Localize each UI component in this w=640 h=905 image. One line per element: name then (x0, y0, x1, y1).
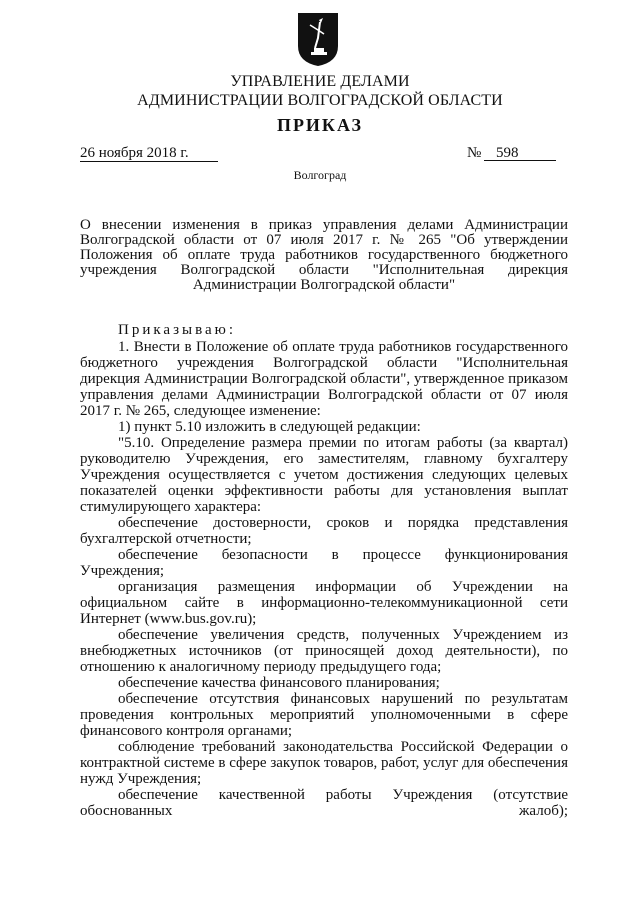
order-body (80, 339, 568, 819)
body-paragraph: обеспечение отсутствия финансовых нарушений по результатам проведения контрольных мероприятий уполномоченными в сфере финансового контроля органами; (80, 691, 568, 739)
body-paragraph: 1) пункт 5.10 изложить в следующей редакции: (118, 419, 421, 435)
body-paragraph: организация размещения информации об Учреждении на официальном сайте в информационно-телекоммуникационной сети Интернет (www.bus.gov.ru); (80, 579, 568, 627)
document-number: 598 (484, 145, 556, 161)
body-paragraph: "5.10. Определение размера премии по итогам работы (за квартал) руководителю Учреждения, его заместителям, главному бухгалтеру Учреждения осуществляется с учетом достижения следующих целевых показателей оценки эффективности работы для установления выплат стимулирующего характера: (80, 435, 568, 515)
subject-line: Администрации Волгоградской области" (192, 277, 456, 293)
body-paragraph: обеспечение увеличения средств, полученных Учреждением из внебюджетных источников (от приносящей доход деятельности), по отношению к аналогичному периоду предыдущего года; (80, 627, 568, 675)
subject-line: Волгоградской области от 07 июля 2017 г. № 265 "Об утверждении (80, 232, 568, 248)
body-paragraph: соблюдение требований законодательства Российской Федерации о контрактной системе в сфере закупок товаров, работ, услуг для обеспечения нужд Учреждения; (80, 739, 568, 787)
body-paragraph: 1. Внести в Положение об оплате труда работников государственного бюджетного учреждения Волгоградской области "Исполнительная дирекция Администрации Волгоградской области", утвержденное приказом управления делами Администрации Волгоградской области от 07 июля 2017 г. № 265, следующее изменение: (80, 339, 568, 419)
subject-line: учреждения Волгоградской области "Исполнительная дирекция (80, 262, 568, 278)
city-name: Волгоград (293, 168, 347, 182)
number-sign: № (467, 145, 482, 161)
document-title: ПРИКАЗ (276, 115, 364, 135)
document-date: 26 ноября 2018 г. (80, 145, 218, 162)
organization-name-line1: УПРАВЛЕНИЕ ДЕЛАМИ (230, 73, 410, 90)
body-paragraph: обеспечение качественной работы Учреждения (отсутствие обоснованных жалоб); (80, 787, 568, 819)
body-paragraph: обеспечение достоверности, сроков и порядка представления бухгалтерской отчетности; (80, 515, 568, 547)
subject-line: Положения об оплате труда работников государственного бюджетного (80, 247, 568, 263)
volgograd-coat-of-arms-icon (297, 12, 339, 67)
body-paragraph: обеспечение качества финансового планирования; (118, 675, 440, 691)
organization-name-line2: АДМИНИСТРАЦИИ ВОЛГОГРАДСКОЙ ОБЛАСТИ (137, 92, 503, 109)
subject-line: О внесении изменения в приказ управления делами Администрации (80, 217, 568, 233)
order-subject (80, 218, 568, 293)
order-keyword: Приказываю: (118, 322, 236, 338)
body-paragraph: обеспечение безопасности в процессе функционирования Учреждения; (80, 547, 568, 579)
